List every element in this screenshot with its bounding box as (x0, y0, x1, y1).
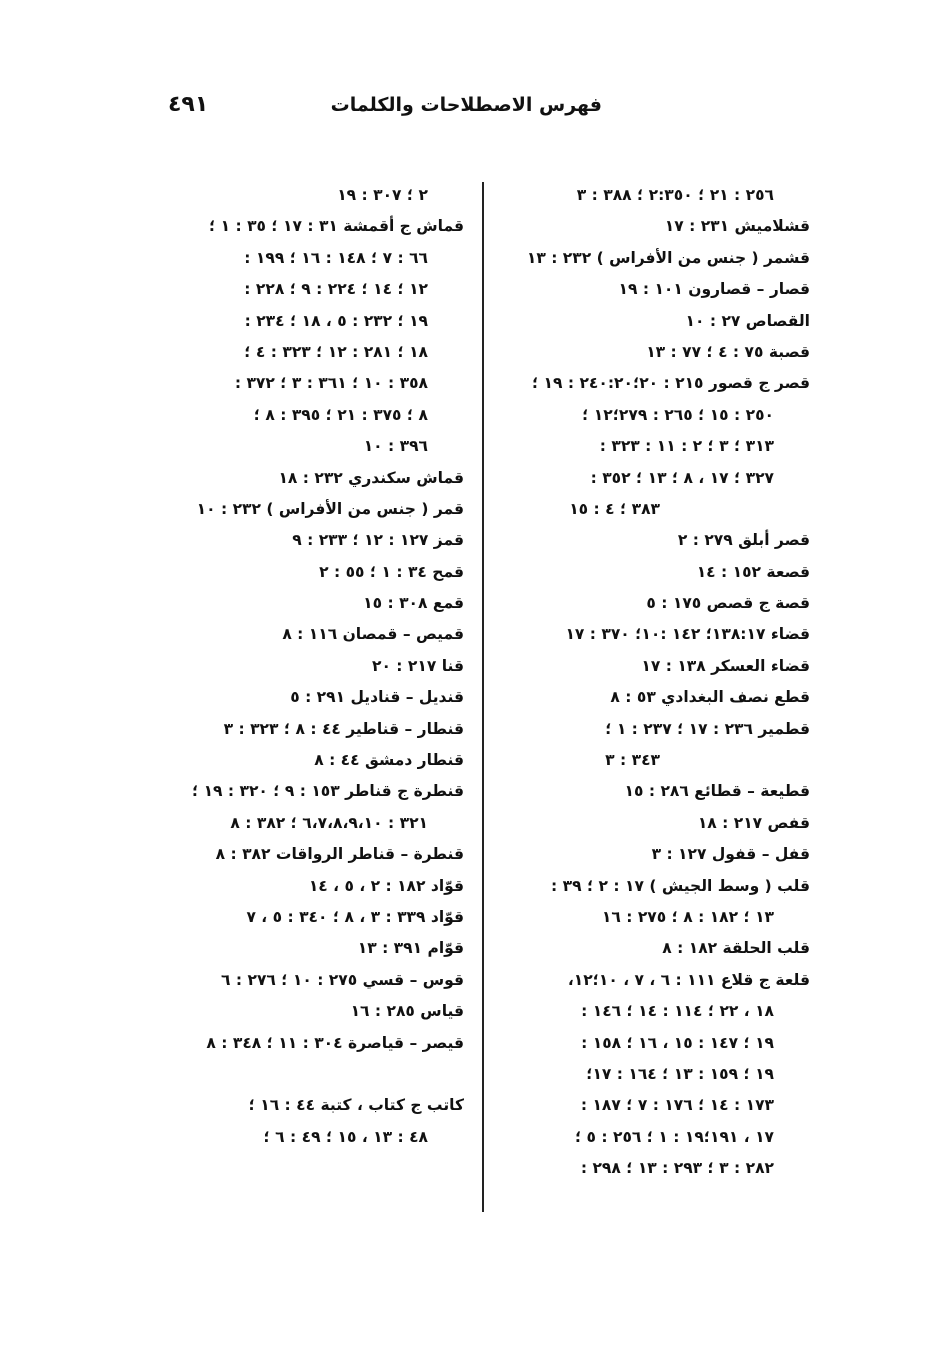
index-line: ٨ ؛ ٣٧٥ : ٢١ ؛ ٣٩٥ : ٨ ؛ (253, 405, 428, 424)
page-header (160, 92, 610, 128)
index-entry: قوس – قسي ٢٧٥ : ١٠ ؛ ٢٧٦ : ٦ (221, 970, 464, 989)
index-line: ٣٥٨ : ١٠ ؛ ٣٦١ : ٣ ؛ ٣٧٢ : (234, 374, 428, 393)
index-entry: قطع نصف البغدادي ٥٣ : ٨ (610, 688, 810, 707)
page-title: فهرس الاصطلاحات والكلمات (330, 94, 602, 116)
index-entry: قنطار – قناطير ٤٤ : ٨ ؛ ٣٢٣ : ٣ (223, 719, 464, 738)
index-entry: قميص – قمصان ١١٦ : ٨ (282, 625, 464, 644)
index-line: ٣٨٣ ؛ ٤ : ١٥ (569, 499, 660, 518)
index-entry: قصار – قصارون ١٠١ : ١٩ (618, 280, 810, 299)
index-entry: قشمر ( جنس من الأفراس ) ٢٣٢ : ١٣ (526, 248, 810, 267)
index-entry: قمر ( جنس من الأفراس ) ٢٣٢ : ١٠ (196, 499, 464, 518)
index-entry: قمز ١٢٧ : ١٢ ؛ ٢٣٣ : ٩ (292, 531, 464, 550)
index-entry: قماش ج أقمشة ٣١ : ١٧ ؛ ٣٥ : ١ ؛ (209, 217, 464, 236)
index-line: ١٨ ؛ ٢٨١ : ١٢ ؛ ٣٢٣ : ٤ ؛ (244, 342, 428, 361)
index-entry: القصاص ٢٧ : ١٠ (685, 311, 810, 330)
index-entry: قضاء العسكر ١٣٨ : ١٧ (641, 656, 810, 675)
entry-gap (152, 1059, 464, 1090)
index-entry: قنطرة ج قناطر ١٥٣ : ٩ ؛ ٣٢٠ : ١٩ ؛ (191, 782, 464, 801)
index-entry: قصر أبلق ٢٧٩ : ٢ (677, 531, 810, 550)
index-entry: قصة ج قصص ١٧٥ : ٥ (646, 594, 810, 613)
index-line: ١٩ ؛ ١٥٩ : ١٣ ؛ ١٦٤ : ١٧؛ (586, 1064, 774, 1083)
column-divider (482, 182, 484, 1212)
index-entry: قياس ٢٨٥ : ١٦ (350, 1002, 464, 1021)
index-line: ١٨ ، ٢٢ ؛ ١١٤ : ١٤ ؛ ١٤٦ : (581, 1002, 774, 1021)
index-line: ١٩ ؛ ٢٣٢ : ٥ ، ١٨ ؛ ٢٣٤ : (244, 311, 428, 330)
index-line: ٤٨ : ١٣ ، ١٥ ؛ ٤٩ : ٦ ؛ (263, 1127, 428, 1146)
index-entry: قوّام ٣٩١ : ١٣ (357, 939, 464, 958)
index-entry: قنا ٢١٧ : ٢٠ (371, 656, 464, 675)
index-line: ٣٢١ : ٦،٧،٨،٩،١٠ ؛ ٣٨٢ : ٨ (230, 813, 428, 832)
index-entry: قضاء ١٣٨:١٧؛ ١٤٢ :١٠؛ ٣٧٠ : ١٧ (565, 625, 810, 644)
index-column-right (505, 180, 810, 1185)
index-entry: قلب الحلقة ١٨٢ : ٨ (662, 939, 810, 958)
index-entry: قصعة ١٥٢ : ١٤ (696, 562, 810, 581)
index-line: ١٣ ؛ ١٨٢ : ٨ ؛ ٢٧٥ : ١٦ (601, 907, 774, 926)
index-entry: قمع ٣٠٨ : ١٥ (363, 594, 464, 613)
index-line: ١٢ ؛ ١٤ ؛ ٢٢٤ : ٩ ؛ ٢٢٨ : (244, 280, 428, 299)
index-entry: قفص ٢١٧ : ١٨ (697, 813, 810, 832)
index-entry: قنديل – قناديل ٢٩١ : ٥ (290, 688, 464, 707)
index-entry: قشلاميش ٢٣١ : ١٧ (664, 217, 810, 236)
index-entry: قيصر – قياصرة ٣٠٤ : ١١ ؛ ٣٤٨ : ٨ (206, 1033, 464, 1052)
index-entry: قنطار دمشق ٤٤ : ٨ (314, 751, 464, 770)
index-entry: قطمير ٢٣٦ : ١٧ ؛ ٢٣٧ : ١ ؛ (605, 719, 810, 738)
index-line: ١٩ ؛ ١٤٧ : ١٥ ، ١٦ ؛ ١٥٨ : (581, 1033, 774, 1052)
index-entry: قوّاد ٣٣٩ : ٣ ، ٨ ؛ ٣٤٠ : ٥ ، ٧ (246, 907, 464, 926)
index-entry: قنطرة – قناطر الرواقات ٣٨٢ : ٨ (215, 845, 464, 864)
index-entry: قطيعة – قطائع ٢٨٦ : ١٥ (624, 782, 810, 801)
index-line: ٣٢٧ ؛ ١٧ ، ٨ ؛ ١٣ ؛ ٣٥٢ : (590, 468, 774, 487)
index-line: ٣٤٣ : ٣ (605, 751, 660, 770)
index-line: ٢ ؛ ٣٠٧ : ١٩ (337, 186, 428, 204)
index-entry: قمح ٣٤ : ١ ؛ ٥٥ : ٢ (319, 562, 464, 581)
index-entry: قفل – قفول ١٢٧ : ٣ (651, 845, 810, 864)
index-line: ٣١٣ ؛ ٣ ؛ ٢ : ١١ : ٣٢٣ : (599, 437, 774, 456)
page-number: ٤٩١ (168, 92, 209, 117)
index-entry: قصبة ٧٥ : ٤ ؛ ٧٧ : ١٣ (646, 342, 810, 361)
index-entry: قوّاد ١٨٢ : ٢ ، ٥ ، ١٤ (308, 876, 464, 895)
index-entry: قصر ج قصور ٢١٥ : ٢٠؛٢٤٠:٢٠ : ١٩ ؛ (531, 374, 810, 393)
index-line: ٢٥٠ : ١٥ ؛ ٢٦٥ : ٢٧٩؛١٢ ؛ (582, 405, 774, 424)
index-entry: قلب ( وسط الجيش ) ١٧ : ٢ ؛ ٣٩ : (551, 876, 810, 895)
index-column-left (152, 180, 464, 1153)
index-line: ٦٦ : ٧ ؛ ١٤٨ : ١٦ ؛ ١٩٩ : (244, 248, 428, 267)
index-line: ٢٥٦ : ٢١ ؛ ٢:٣٥٠ ؛ ٣٨٨ : ٣ (576, 186, 774, 204)
index-entry: قماش سكندري ٢٣٢ : ١٨ (278, 468, 464, 487)
index-line: ١٧٣ : ١٤ ؛ ١٧٦ : ٧ ؛ ١٨٧ : (580, 1096, 774, 1115)
index-line: ٢٨٢ : ٣ ؛ ٢٩٣ : ١٣ ؛ ٢٩٨ : (580, 1159, 774, 1178)
index-entry: قلعة ج قلاع ١١١ : ٦ ، ٧ ، ١٠؛١٢، (567, 970, 810, 989)
index-line: ١٧ ، ١٩١؛١٩ : ١ ؛ ٢٥٦ : ٥ ؛ (574, 1127, 774, 1146)
index-line: ٣٩٦ : ١٠ (363, 437, 428, 456)
index-entry: كاتب ج كتاب ، كتبة ٤٤ : ١٦ ؛ (248, 1096, 464, 1115)
